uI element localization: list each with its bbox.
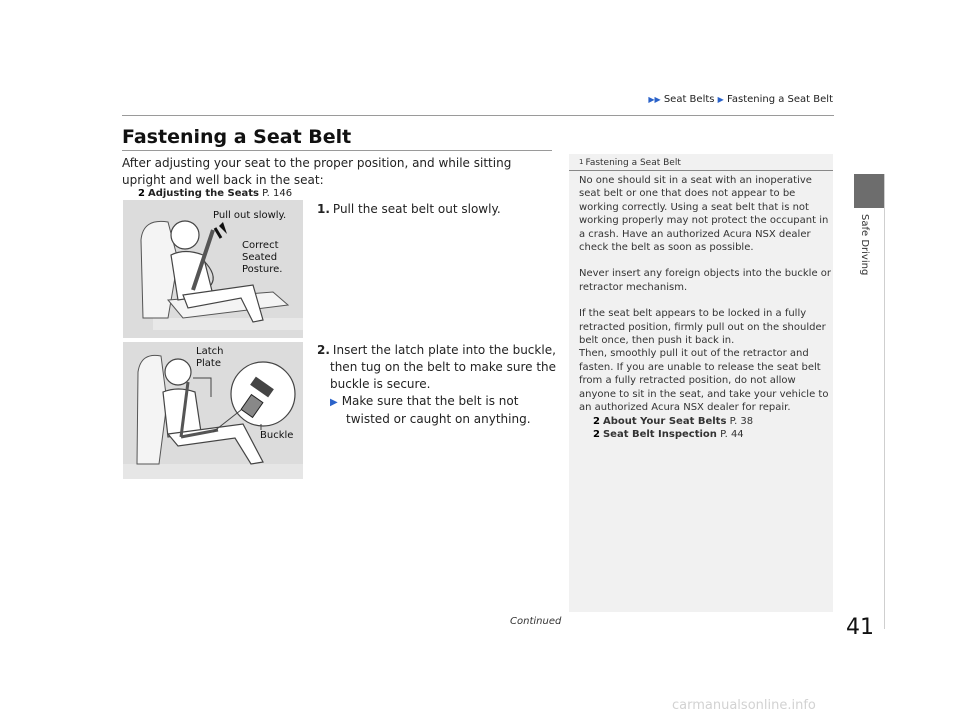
note-number: 1 — [579, 158, 584, 166]
callout-correct-posture: Correct Seated Posture. — [242, 240, 283, 275]
side-rule — [884, 174, 885, 629]
note-panel — [569, 154, 833, 612]
breadcrumb — [488, 94, 833, 105]
note-title: Fastening a Seat Belt — [585, 158, 681, 168]
xref-about-seat-belts[interactable] — [579, 415, 831, 428]
note-paragraph: No one should sit in a seat with an inoperative seat belt or one that does not appear to be working correctly. Using a seat belt that is not working properly may not protect the occupant in a crash. Have an authorized Acura NSX dealer check the belt as soon as possible. — [579, 175, 829, 254]
callout-pull-out-slowly: Pull out slowly. — [213, 210, 287, 221]
callout-buckle: Buckle — [260, 430, 294, 441]
arrow-icon: ▶ — [330, 397, 338, 408]
intro-text: After adjusting your seat to the proper position, and while sitting upright and well back in the seat: — [122, 156, 512, 187]
note-paragraph: Never insert any foreign objects into the buckle or retractor mechanism. — [579, 268, 832, 293]
step-2 — [317, 342, 557, 428]
xref-label: About Your Seat Belts — [602, 415, 727, 427]
xref-page: P. 44 — [720, 428, 744, 440]
continued-label: Continued — [510, 616, 562, 627]
note-paragraph: If the seat belt appears to be locked in a fully retracted position, firmly pull out on the shoulder belt once, then push it back in. — [579, 308, 826, 347]
xref-page: P. 38 — [729, 415, 754, 427]
xref-adjusting-seats[interactable] — [138, 188, 292, 199]
note-heading — [579, 158, 681, 168]
double-arrow-icon: ▶▶ — [648, 95, 661, 104]
step-2-subpoint — [317, 393, 557, 428]
step-text: Pull the seat belt out slowly. — [332, 202, 501, 216]
callout-latch-plate: Latch Plate — [196, 346, 224, 369]
step-text: Insert the latch plate into the buckle, then tug on the belt to make sure the buckle is secure. — [330, 343, 557, 391]
note-paragraph: Then, smoothly pull it out of the retractor and fasten. If you are unable to release the seat belt from a fully retracted position, do not allow anyone to sit in the seat, and take your vehicle to an authorized Acura NSX dealer for repair. — [579, 348, 829, 414]
section-tab-label: Safe Driving — [859, 214, 870, 276]
step-1 — [317, 201, 557, 218]
figure-pull-belt — [123, 200, 303, 338]
header-rule — [122, 115, 834, 116]
subpoint-text: Make sure that the belt is not twisted or caught on anything. — [341, 394, 531, 426]
cross-reference-icon: 2 — [138, 188, 145, 199]
step-number: 1. — [317, 202, 330, 216]
cross-reference-icon: 2 — [593, 428, 600, 440]
cross-reference-icon: 2 — [593, 415, 600, 427]
xref-seat-belt-inspection[interactable] — [579, 428, 831, 441]
page-number: 41 — [846, 615, 874, 640]
watermark: carmanualsonline.info — [672, 698, 816, 713]
arrow-icon: ▶ — [717, 95, 724, 104]
step-number: 2. — [317, 343, 330, 357]
title-rule — [122, 150, 552, 151]
xref-label: Adjusting the Seats — [147, 188, 259, 199]
section-tab-marker — [854, 174, 884, 208]
page-title: Fastening a Seat Belt — [122, 126, 352, 148]
figure-insert-latch — [123, 342, 303, 479]
breadcrumb-fastening[interactable]: Fastening a Seat Belt — [727, 94, 833, 105]
note-rule — [569, 170, 833, 171]
note-body — [579, 174, 831, 441]
breadcrumb-seat-belts[interactable]: Seat Belts — [663, 94, 715, 105]
xref-page: P. 146 — [262, 188, 293, 199]
xref-label: Seat Belt Inspection — [602, 428, 717, 440]
